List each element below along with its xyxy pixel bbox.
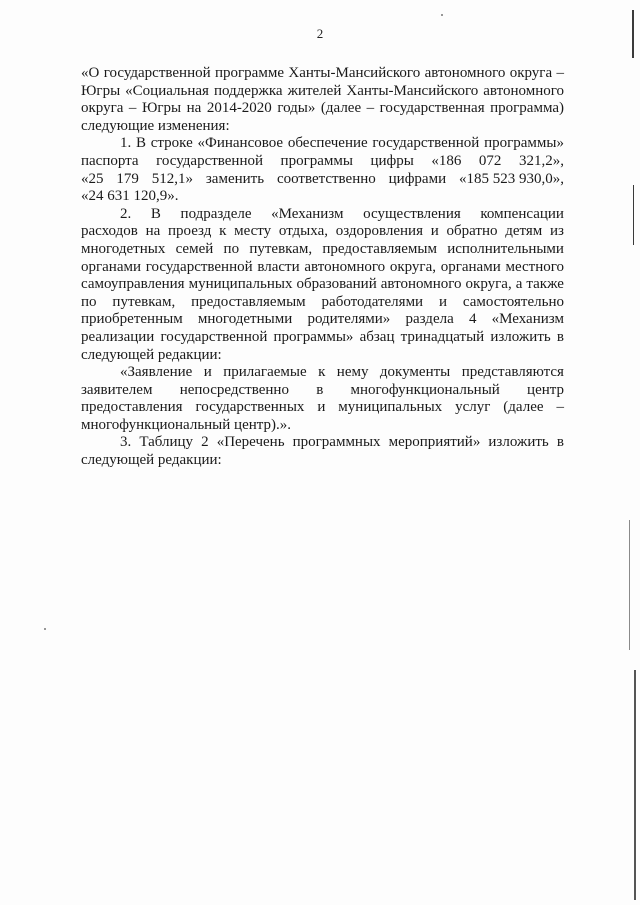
text-line — [81, 241, 564, 259]
word: строке — [150, 135, 193, 152]
word: цифрами — [388, 170, 447, 187]
word: программы — [280, 152, 353, 169]
word: исполнительными — [447, 240, 564, 257]
word: к — [219, 223, 227, 240]
word: непосредственно — [179, 381, 289, 398]
word: округа, — [389, 258, 436, 275]
word: обеспечение — [287, 135, 368, 152]
word: округа, — [465, 276, 512, 293]
word: предоставляемым — [322, 240, 437, 257]
text-line — [81, 100, 564, 118]
word: отдыха, — [278, 223, 328, 240]
word: округа — [81, 100, 124, 117]
word: следующей редакции: — [81, 346, 222, 363]
text-line — [81, 259, 564, 277]
word: местного — [505, 258, 564, 275]
text-line — [81, 399, 564, 417]
word: – — [366, 100, 375, 117]
word: (далее — [320, 100, 362, 117]
text-line — [81, 452, 564, 470]
text-line — [81, 347, 564, 365]
word: государственных — [195, 399, 305, 416]
word: соответственно — [276, 170, 376, 187]
word: по — [223, 240, 240, 257]
text-line — [81, 294, 564, 312]
text-line — [81, 171, 564, 189]
text-line — [81, 329, 564, 347]
word: «Механизм — [271, 205, 344, 222]
text-line — [81, 364, 564, 382]
word: расходов — [81, 223, 138, 240]
word: следующей редакции: — [81, 452, 222, 469]
word: государственной — [156, 152, 264, 169]
word: и — [317, 399, 326, 416]
word: услуг — [455, 399, 491, 416]
word: детям — [505, 223, 543, 240]
text-line — [81, 382, 564, 400]
word: абзац — [359, 328, 395, 345]
word: документы — [379, 364, 451, 381]
text-line — [81, 276, 564, 294]
word: на — [186, 100, 202, 117]
word: «24 631 120,9». — [81, 188, 179, 205]
word: в — [556, 328, 564, 345]
word: месту — [234, 223, 272, 240]
word: в — [556, 434, 564, 451]
word: государственной — [103, 65, 211, 81]
word: изложить — [490, 328, 551, 345]
document-body — [81, 65, 564, 470]
word: программа) — [490, 100, 564, 117]
word: «О — [81, 65, 100, 81]
word: компенсации — [480, 205, 564, 222]
word: в — [316, 381, 324, 398]
word: «186 — [431, 152, 462, 169]
word: В — [150, 205, 161, 222]
word: Таблицу — [139, 434, 194, 451]
word: автономного — [483, 82, 564, 99]
word: программы» — [273, 328, 354, 345]
word: «185 523 930,0», — [458, 170, 564, 187]
scan-speck — [44, 628, 46, 630]
word: органами — [81, 258, 142, 275]
word: годы» — [277, 100, 316, 117]
word: «25 — [81, 170, 104, 187]
word: и — [203, 364, 212, 381]
word: Югры — [81, 82, 121, 99]
word: (далее — [503, 399, 544, 416]
text-line — [81, 223, 564, 241]
word: В — [136, 135, 147, 152]
scan-edge-mark — [634, 670, 636, 900]
word: жителей — [287, 82, 342, 99]
word: обратно — [446, 223, 498, 240]
scan-edge-mark — [633, 185, 634, 245]
word: путевкам, — [249, 240, 313, 257]
word: оздоровления — [335, 223, 423, 240]
text-line — [81, 434, 564, 452]
word: предоставляемым — [191, 293, 306, 310]
page-number: 2 — [316, 26, 324, 41]
word: родителями» — [307, 311, 391, 328]
word: – — [556, 399, 564, 416]
word: заявителем — [81, 381, 153, 398]
text-line — [81, 65, 564, 83]
word: «Финансовое — [197, 135, 284, 152]
word: 1. — [120, 135, 132, 152]
word: из — [550, 223, 564, 240]
word: Ханты-Мансийского — [346, 82, 479, 99]
word: государственной — [145, 258, 253, 275]
word: осуществления — [363, 205, 461, 222]
word: многодетных — [81, 240, 166, 257]
word: следующие изменения: — [81, 117, 230, 134]
word: 512,1» — [151, 170, 193, 187]
word: 072 — [478, 152, 502, 169]
word: и — [430, 223, 439, 240]
word: приобретенным — [81, 311, 183, 328]
word: 3. — [120, 434, 132, 451]
word: 4 — [468, 311, 477, 328]
word: заменить — [205, 170, 265, 187]
word: автономного — [424, 65, 506, 81]
word: автономного — [380, 276, 462, 293]
word: также — [526, 276, 564, 293]
word: программы» — [484, 135, 564, 152]
word: 2. — [120, 205, 132, 222]
word: муниципальных — [188, 276, 293, 293]
word: представляются — [461, 364, 564, 381]
word: самостоятельно — [462, 293, 564, 310]
word: многофункциональный — [350, 381, 500, 398]
text-line — [81, 83, 564, 101]
word: государственной — [372, 135, 480, 152]
word: поддержка — [213, 82, 283, 99]
scan-edge-mark — [632, 10, 634, 58]
word: изложить — [488, 434, 549, 451]
word: – — [128, 100, 137, 117]
word: и — [438, 293, 448, 310]
word: тринадцатый — [400, 328, 485, 345]
word: округа — [509, 65, 553, 81]
word: «Механизм — [491, 311, 564, 328]
word: работодателями — [321, 293, 424, 310]
word: образований — [296, 276, 377, 293]
word: нему — [336, 364, 369, 381]
word: реализации — [81, 328, 155, 345]
word: многодетными — [197, 311, 293, 328]
word: власти — [257, 258, 300, 275]
word: 321,2», — [518, 152, 564, 169]
word: – — [556, 65, 564, 81]
text-line — [81, 135, 564, 153]
word: мероприятий» — [388, 434, 481, 451]
word: органами — [440, 258, 501, 275]
word: 2014-2020 — [206, 100, 272, 117]
word: а — [515, 276, 523, 293]
word: по — [81, 293, 97, 310]
text-line — [81, 206, 564, 224]
text-line — [81, 311, 564, 329]
text-line — [81, 118, 564, 136]
word: Югры — [141, 100, 182, 117]
word: «Социальная — [125, 82, 209, 99]
word: раздела — [405, 311, 454, 328]
word: многофункциональный центр).». — [81, 416, 291, 433]
word: паспорта — [81, 152, 139, 169]
word: центр — [527, 381, 564, 398]
word: программе — [215, 65, 284, 81]
word: семей — [175, 240, 214, 257]
word: автономного — [304, 258, 386, 275]
word: государственная — [379, 100, 485, 117]
word: на — [145, 223, 161, 240]
word: программных — [292, 434, 381, 451]
word: 2 — [201, 434, 209, 451]
word: муниципальных — [338, 399, 443, 416]
word: предоставления — [81, 399, 183, 416]
word: Ханты-Мансийского — [288, 65, 421, 81]
word: подразделе — [180, 205, 252, 222]
text-line — [81, 417, 564, 435]
word: 179 — [116, 170, 139, 187]
word: прилагаемые — [223, 364, 307, 381]
word: цифры — [370, 152, 414, 169]
word: к — [318, 364, 326, 381]
word: проезд — [168, 223, 212, 240]
word: государственной — [160, 328, 268, 345]
scan-edge-mark — [629, 520, 630, 650]
word: «Перечень — [216, 434, 285, 451]
word: самоуправления — [81, 276, 185, 293]
scan-speck — [441, 14, 443, 16]
text-line — [81, 153, 564, 171]
text-line — [81, 188, 564, 206]
word: «Заявление — [120, 364, 193, 381]
word: путевкам, — [112, 293, 176, 310]
